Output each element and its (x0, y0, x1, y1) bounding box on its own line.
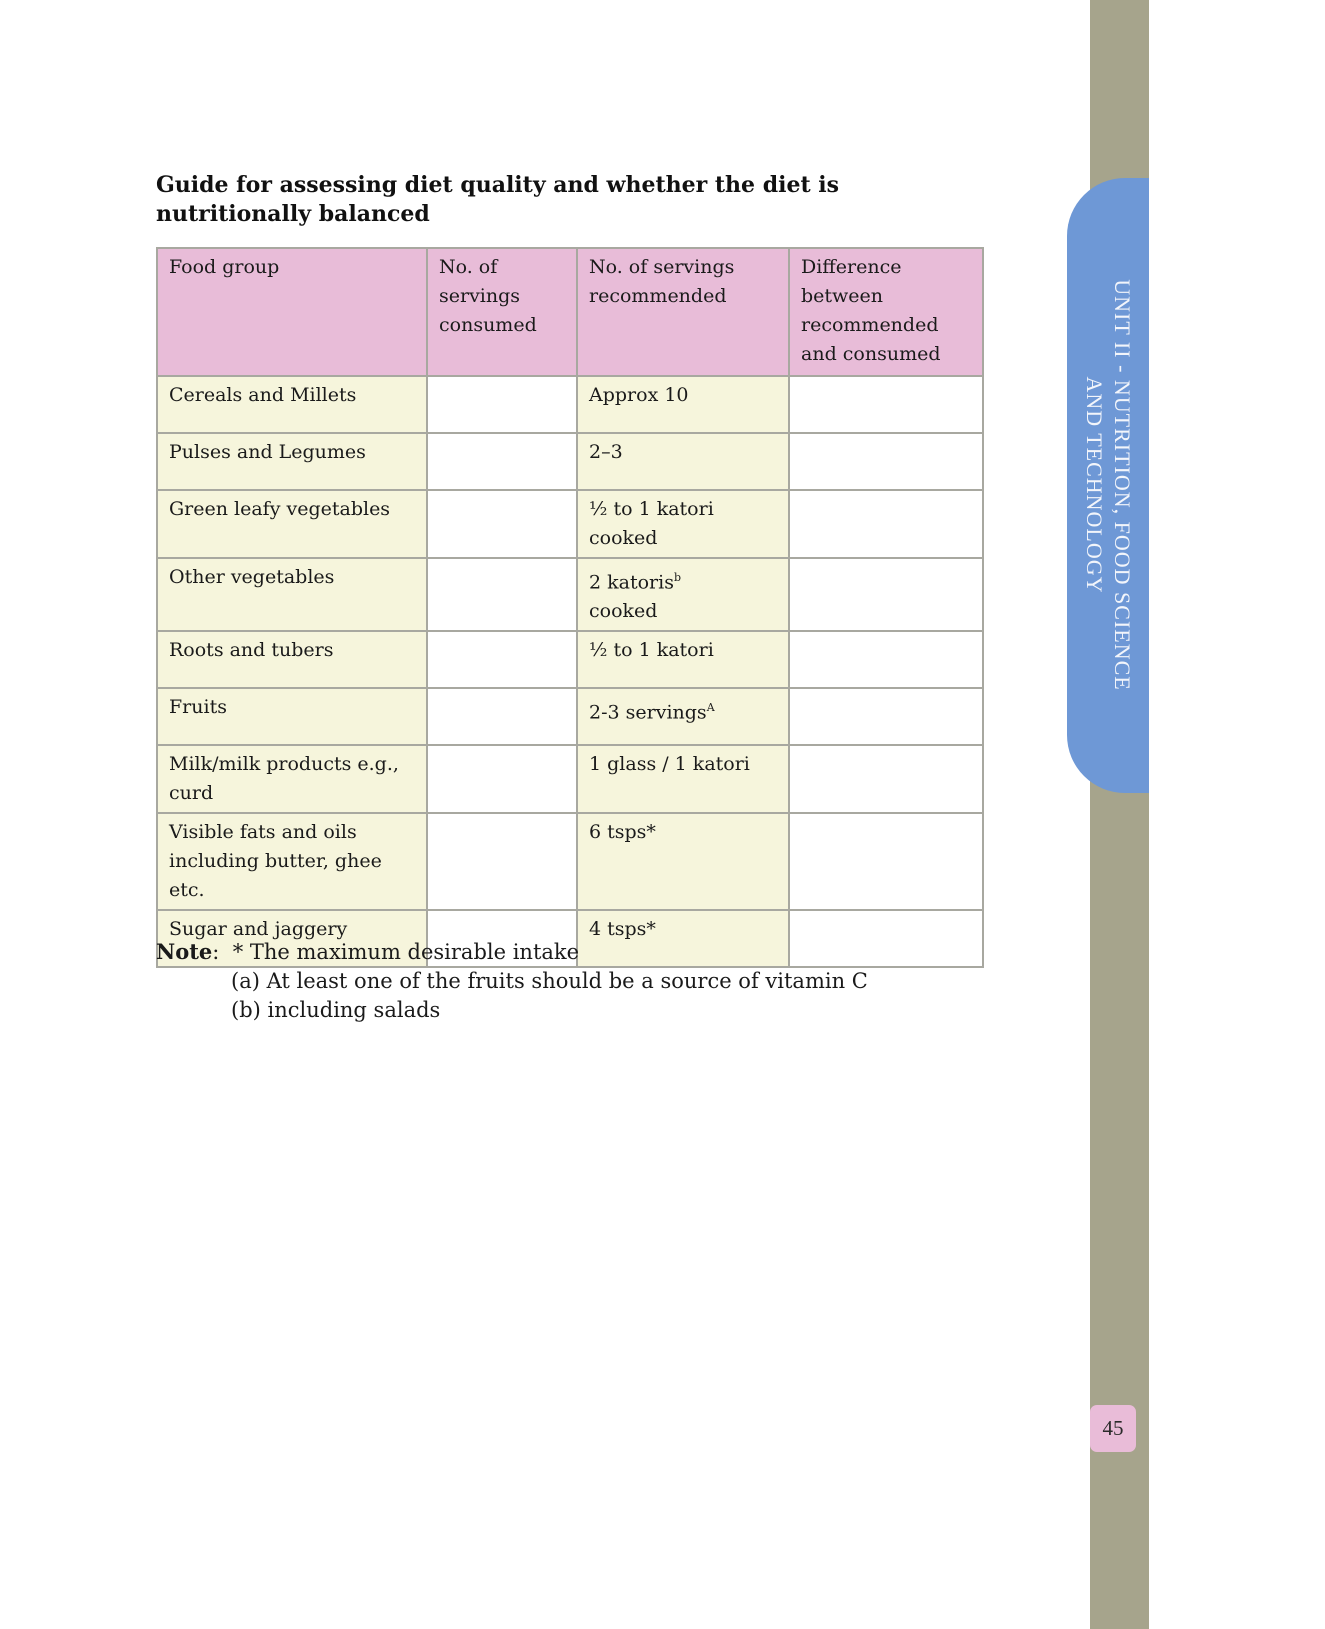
consumed-input-cell[interactable] (427, 376, 577, 433)
recommended-cell: Approx 10 (577, 376, 789, 433)
food-group-cell: Green leafy vegetables (157, 490, 427, 558)
table-row (157, 688, 983, 745)
food-group-cell: Pulses and Legumes (157, 433, 427, 490)
recommended-cell (577, 688, 789, 745)
food-group-cell: Cereals and Millets (157, 376, 427, 433)
recommended-cell: 6 tsps* (577, 813, 789, 910)
table-header-row (157, 248, 983, 376)
food-group-cell: Sugar and jaggery (157, 910, 427, 967)
consumed-input-cell[interactable] (427, 433, 577, 490)
recommended-cell (577, 558, 789, 631)
difference-input-cell[interactable] (789, 688, 983, 745)
recommended-cell: ½ to 1 katori cooked (577, 490, 789, 558)
recommended-text: 2-3 servings (589, 701, 707, 724)
table-row (157, 813, 983, 910)
table-row (157, 558, 983, 631)
consumed-input-cell[interactable] (427, 745, 577, 813)
page-number: 45 (1090, 1405, 1136, 1452)
difference-input-cell[interactable] (789, 376, 983, 433)
note-block (156, 937, 868, 1025)
food-group-cell: Milk/milk products e.g., curd (157, 745, 427, 813)
food-group-cell: Visible fats and oils including butter, ghee etc. (157, 813, 427, 910)
difference-input-cell[interactable] (789, 813, 983, 910)
consumed-input-cell[interactable] (427, 631, 577, 688)
table-row (157, 433, 983, 490)
footnote-marker: b (673, 571, 681, 584)
consumed-input-cell[interactable] (427, 490, 577, 558)
recommended-text-cont: cooked (589, 600, 658, 623)
diet-table (156, 247, 984, 968)
recommended-cell: ½ to 1 katori (577, 631, 789, 688)
note-line-1: Note: * The maximum desirable intake (156, 939, 580, 964)
consumed-input-cell[interactable] (427, 558, 577, 631)
header-servings-consumed: No. of servings consumed (427, 248, 577, 376)
difference-input-cell[interactable] (789, 631, 983, 688)
recommended-cell: 4 tsps* (577, 910, 789, 967)
header-servings-recommended: No. of servings recommended (577, 248, 789, 376)
consumed-input-cell[interactable] (427, 688, 577, 745)
note-text-1: * The maximum desirable intake (232, 940, 580, 964)
table-row (157, 376, 983, 433)
unit-label (1080, 279, 1136, 690)
table-row (157, 490, 983, 558)
recommended-text: 2 katoris (589, 571, 674, 594)
note-line-2: (a) At least one of the fruits should be a source of vitamin C (231, 969, 868, 993)
footnote-marker: A (706, 701, 715, 715)
recommended-cell: 1 glass / 1 katori (577, 745, 789, 813)
table-title: Guide for assessing diet quality and whether the diet is nutritionally balanced (156, 172, 840, 227)
table-row (157, 631, 983, 688)
consumed-input-cell[interactable] (427, 813, 577, 910)
note-label: Note (156, 939, 213, 964)
table-row (157, 745, 983, 813)
food-group-cell: Other vegetables (157, 558, 427, 631)
header-food-group: Food group (157, 248, 427, 376)
difference-input-cell[interactable] (789, 745, 983, 813)
recommended-cell: 2–3 (577, 433, 789, 490)
difference-input-cell[interactable] (789, 433, 983, 490)
note-line-3: (b) including salads (231, 998, 441, 1022)
food-group-cell: Fruits (157, 688, 427, 745)
difference-input-cell[interactable] (789, 490, 983, 558)
header-difference: Difference between recommended and consumed (789, 248, 983, 376)
unit-label-line2: AND TECHNOLOGY (1082, 376, 1107, 594)
unit-label-line1: UNIT II - NUTRITION, FOOD SCIENCE (1110, 279, 1135, 691)
difference-input-cell[interactable] (789, 558, 983, 631)
food-group-cell: Roots and tubers (157, 631, 427, 688)
